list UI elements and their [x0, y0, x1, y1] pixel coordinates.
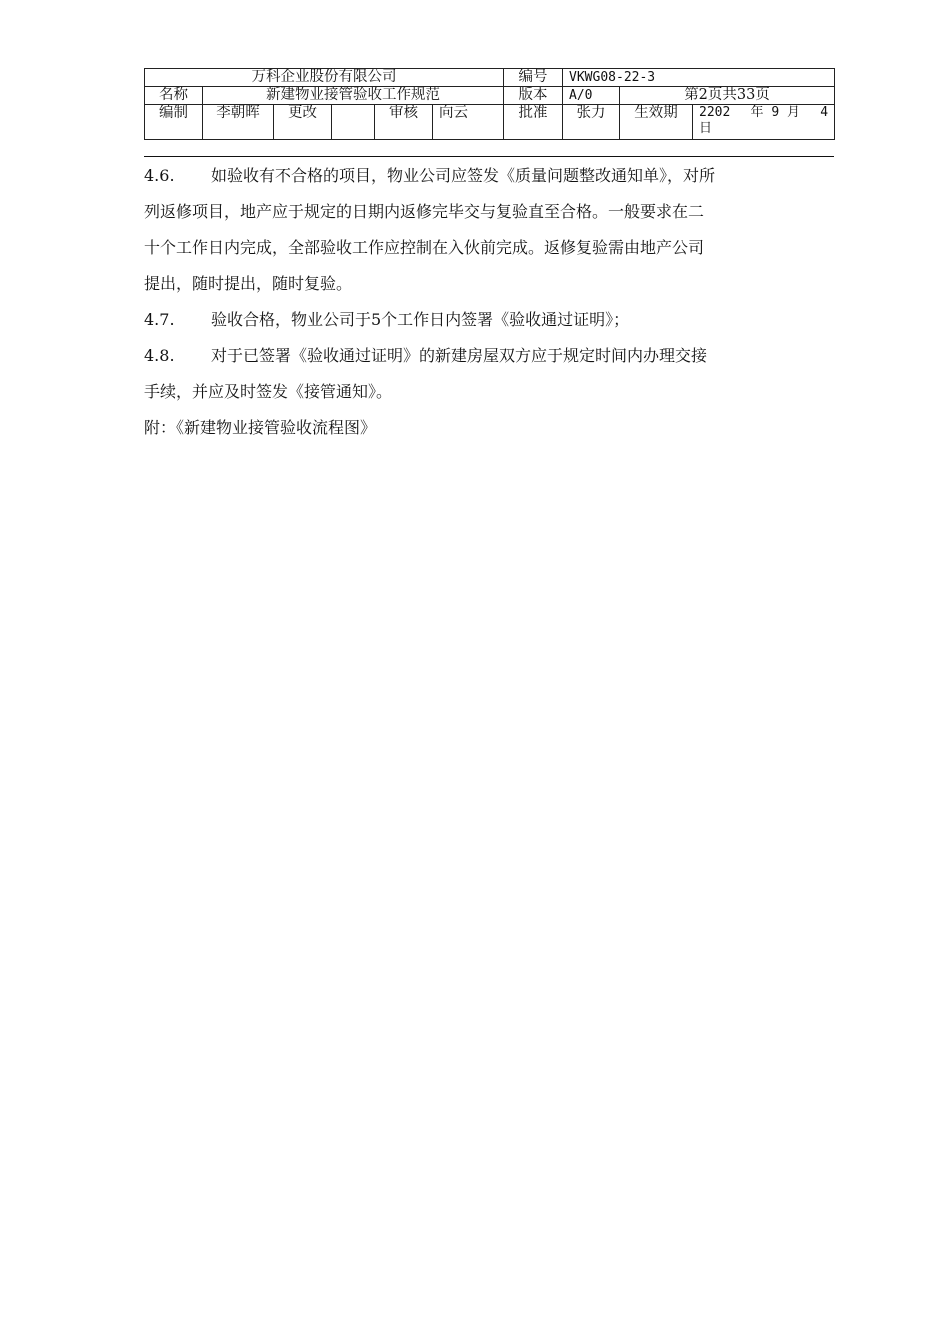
version-value: A/0	[563, 87, 620, 105]
clause-number: 4.6.	[144, 166, 175, 185]
code-value: VKWG08-22-3	[563, 69, 835, 87]
clause-number: 4.7.	[144, 310, 175, 329]
effective-year: 2202	[699, 105, 731, 120]
clause-text: 列返修项目，地产应于规定的日期内返修完毕交与复验直至合格。一般要求在二	[144, 202, 705, 221]
clause-text: 提出，随时提出，随时复验。	[144, 274, 353, 293]
clause-text: 十个工作日内完成，全部验收工作应控制在入伙前完成。返修复验需由地产公司	[144, 238, 705, 257]
clause-4-7	[144, 302, 814, 338]
effective-day-unit: 日	[699, 121, 713, 136]
clause-4-6	[144, 158, 814, 302]
approve-value: 张力	[563, 105, 620, 140]
effective-date	[693, 105, 835, 140]
version-label: 版本	[504, 87, 563, 105]
change-value	[332, 105, 375, 140]
document-body	[144, 158, 814, 446]
change-label: 更改	[274, 105, 332, 140]
clause-text: 手续，并应及时签发《接管通知》。	[144, 382, 393, 401]
name-label: 名称	[145, 87, 203, 105]
author-value: 李朝晖	[203, 105, 274, 140]
clause-4-8	[144, 338, 814, 410]
attachment-note: 附：《新建物业接管验收流程图》	[144, 418, 377, 437]
header-divider	[144, 156, 834, 157]
author-label: 编制	[145, 105, 203, 140]
document-header-table	[144, 68, 835, 140]
company-name: 万科企业股份有限公司	[145, 69, 504, 87]
page-info: 第2页共33页	[620, 87, 835, 105]
document-title: 新建物业接管验收工作规范	[203, 87, 504, 105]
clause-text: 如验收有不合格的项目，物业公司应签发《质量问题整改通知单》，对所	[211, 166, 716, 185]
effective-label: 生效期	[620, 105, 693, 140]
approve-label: 批准	[504, 105, 563, 140]
effective-day: 4	[820, 105, 829, 120]
clause-text: 验收合格，物业公司于5个工作日内签署《验收通过证明》；	[211, 310, 630, 329]
effective-month: 年 9 月	[750, 105, 801, 120]
code-label: 编号	[504, 69, 563, 87]
clause-number: 4.8.	[144, 346, 175, 365]
review-value: 向云	[433, 105, 504, 140]
clause-text: 对于已签署《验收通过证明》的新建房屋双方应于规定时间内办理交接	[211, 346, 708, 365]
review-label: 审核	[375, 105, 433, 140]
